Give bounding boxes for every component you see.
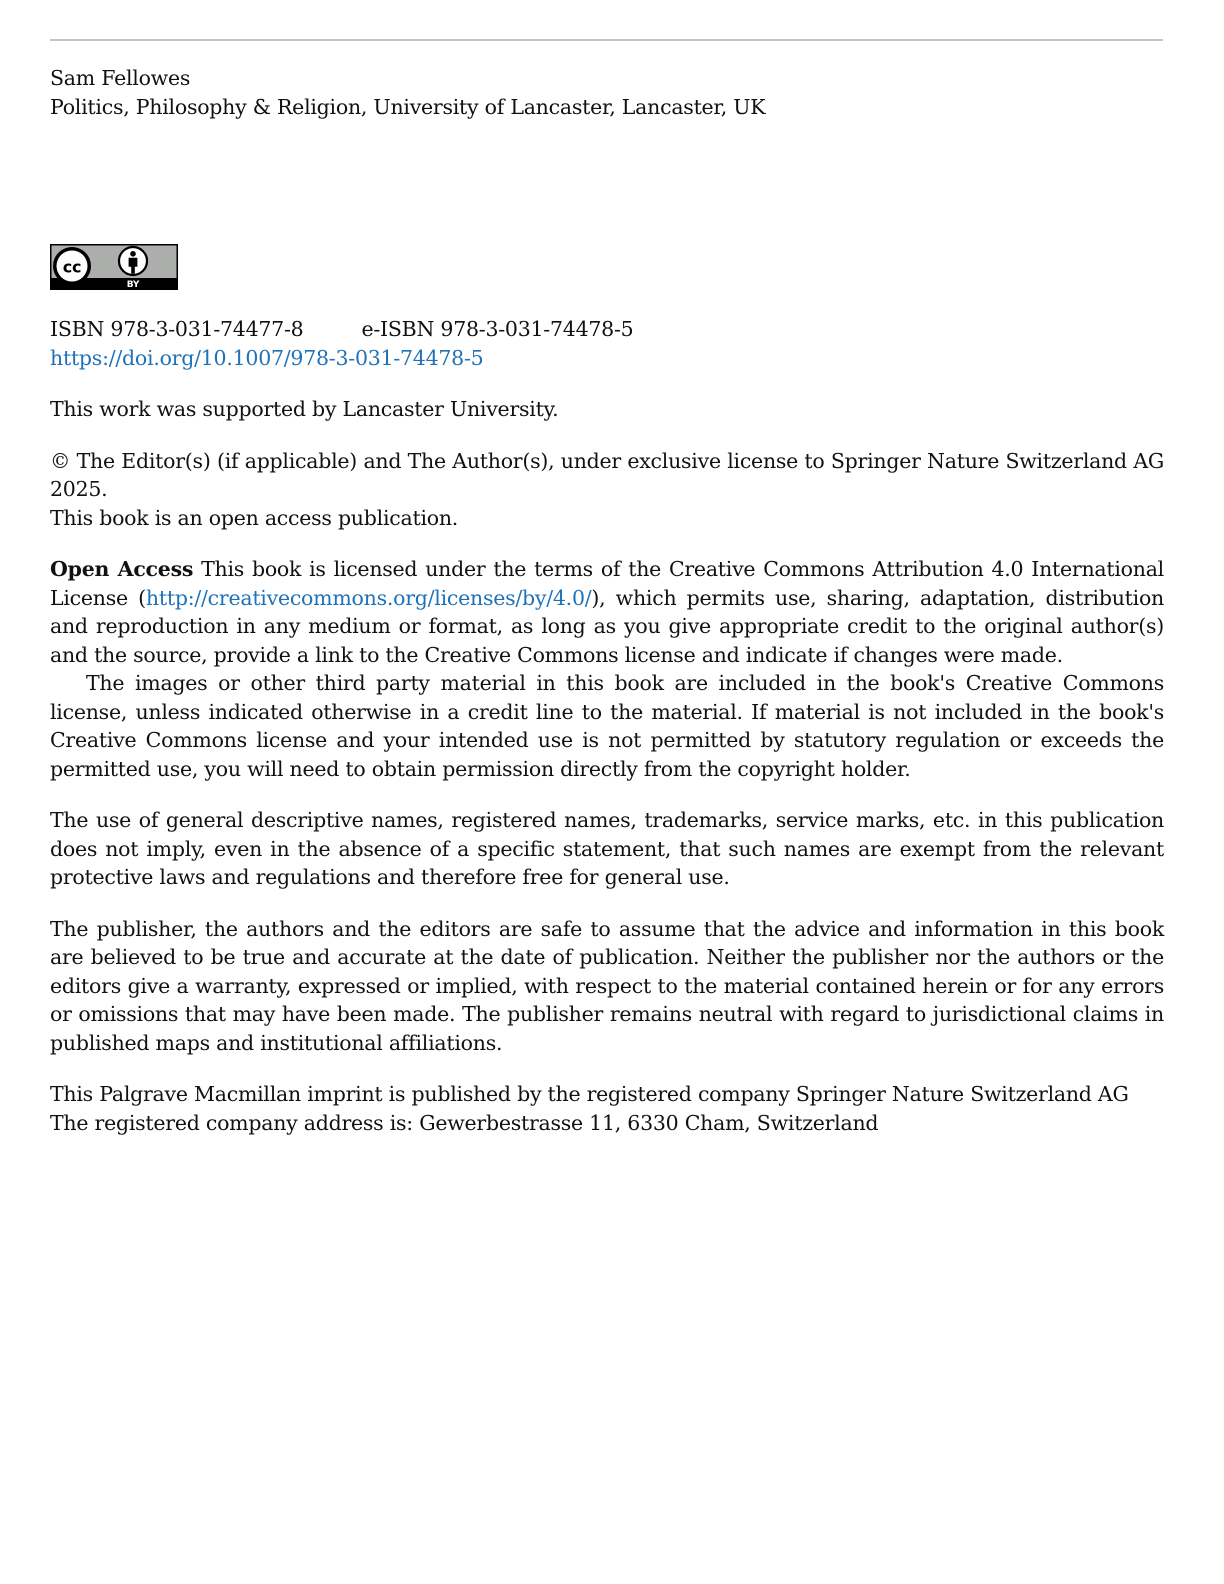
isbn-row — [50, 315, 1164, 344]
open-access-paragraph — [50, 555, 1164, 669]
open-access-text-before: This book is licensed under the terms of the Creative Commons Attribution 4.0 International License ( — [50, 557, 1164, 610]
header-rule — [50, 39, 1163, 41]
page-content — [50, 64, 1164, 1137]
license-badge — [50, 244, 1164, 292]
open-access-text-after: ), which permits use, sharing, adaptation, distribution and reproduction in any medium or format, as long as you give appropriate credit to the original author(s) and the source, provide a link to the Creative Commons license and indicate if changes were made. — [50, 585, 1165, 667]
isbn-print: ISBN 978-3-031-74477-8 — [50, 317, 304, 341]
author-affiliation: Politics, Philosophy & Religion, University of Lancaster, Lancaster, UK — [50, 94, 766, 119]
cc-label: cc — [62, 257, 82, 277]
trademarks-paragraph: The use of general descriptive names, registered names, trademarks, service marks, etc. in this publication does not imply, even in the absence of a specific statement, that such names are exempt from the relevant protective laws and regulations and therefore free for general use. — [50, 808, 1164, 889]
cc-license-link[interactable]: http://creativecommons.org/licenses/by/4.0/ — [145, 585, 592, 610]
cc-by-icon — [50, 244, 178, 290]
isbn-electronic: e-ISBN 978-3-031-74478-5 — [361, 317, 634, 341]
author-name: Sam Fellowes — [50, 66, 191, 90]
open-access-note: This book is an open access publication. — [50, 505, 459, 530]
by-label: BY — [126, 280, 140, 290]
disclaimer-paragraph: The publisher, the authors and the editors are safe to assume that the advice and information in this book are believed to be true and accurate at the date of publication. Neither the publisher nor the authors or the editors give a warranty, expressed or implied, with respect to the material contained herein or for any errors or omissions that may have been made. The publisher remains neutral with regard to jurisdictional claims in published maps and institutional affiliations. — [50, 916, 1164, 1055]
copyright-statement: © The Editor(s) (if applicable) and The Author(s), under exclusive license to Springer Nature Switzerland AG 2025. — [50, 448, 1164, 501]
support-statement: This work was supported by Lancaster University. — [50, 397, 559, 421]
imprint-line: This Palgrave Macmillan imprint is published by the registered company Springer Nature Switzerland AG — [50, 1082, 1129, 1106]
third-party-paragraph: The images or other third party material in this book are included in the book's Creative Commons license, unless indicated otherwise in a credit line to the material. If material is not included in the book's Creative Commons license and your intended use is not permitted by statutory regulation or exceeds the permitted use, you will need to obtain permission directly from the copyright holder. — [50, 671, 1164, 781]
imprint-address: The registered company address is: Gewerbestrasse 11, 6330 Cham, Switzerland — [50, 1110, 879, 1135]
doi-link[interactable]: https://doi.org/10.1007/978-3-031-74478-5 — [50, 345, 484, 370]
open-access-label: Open Access — [50, 557, 194, 581]
